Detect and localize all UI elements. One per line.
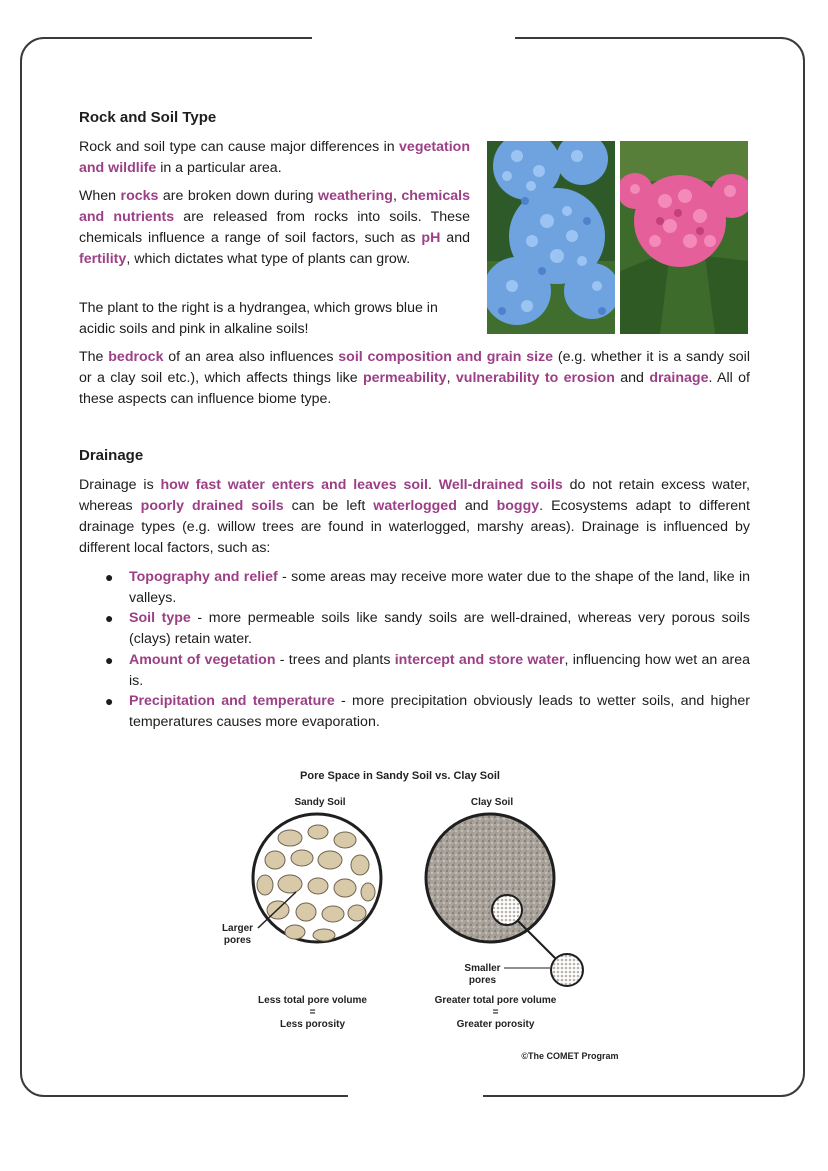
- bullet-dot: ●: [105, 610, 114, 626]
- sandy-soil-label: Sandy Soil: [294, 797, 346, 808]
- text-run: are released from rocks into soils. These chemicals influence a range of soil factors, such as: [79, 209, 470, 246]
- text-run: Rock and soil type can cause major differences in: [79, 139, 400, 155]
- sandy-soil-circle: [253, 814, 381, 942]
- text-run: and: [440, 230, 470, 246]
- section-heading-rock-soil: Rock and Soil Type: [79, 109, 217, 126]
- figure-credit: ©The COMET Program: [521, 1051, 619, 1061]
- text-run: Drainage is: [79, 477, 161, 493]
- highlighted-term: drainage: [649, 370, 709, 386]
- blue-hydrangea-photo: [487, 141, 615, 334]
- highlighted-term: intercept and store water: [394, 652, 565, 668]
- frame-gap-bottom: [348, 1093, 483, 1099]
- highlighted-term: Topography and relief: [129, 569, 278, 585]
- bullet-dot: ●: [105, 693, 114, 709]
- clay-caption: Greater total pore volume = Greater porosity: [434, 995, 557, 1030]
- text-run: , influencing how wet an area is.: [129, 652, 750, 689]
- highlighted-term: poorly drained soils: [140, 498, 284, 514]
- bullet-dot: ●: [105, 569, 114, 585]
- text-run: and: [456, 498, 497, 514]
- text-run: - more precipitation obviously leads to wetter soils, and higher temperatures causes more evaporation.: [129, 693, 750, 730]
- pink-hydrangea-photo: [620, 141, 748, 334]
- highlighted-term: waterlogged: [373, 498, 457, 514]
- smaller-pores-zoom-circle: [551, 954, 583, 986]
- text-run: of an area also influences: [163, 349, 339, 365]
- highlighted-term: weathering: [318, 188, 393, 204]
- text-run: and: [614, 370, 650, 386]
- highlighted-term: rocks: [120, 188, 159, 204]
- paragraph-bedrock: [79, 347, 750, 410]
- larger-pores-label: Larger pores: [221, 923, 254, 946]
- text-run: . Ecosystems adapt to different drainage types (e.g. willow trees are found in waterlogged, marshy areas). Drainage is influenced by different local factors, such as:: [79, 498, 750, 556]
- text-run: can be left: [283, 498, 374, 514]
- text-run: - some areas may receive more water due to the shape of the land, like in valleys.: [129, 569, 751, 606]
- clay-soil-circle: [426, 814, 554, 942]
- text-run: , which dictates what type of plants can grow.: [126, 251, 411, 267]
- text-run: When: [79, 188, 121, 204]
- text-run: . All of these aspects can influence biome type.: [79, 370, 750, 407]
- text-run: in a particular area.: [156, 160, 282, 176]
- highlighted-term: Precipitation and temperature: [129, 693, 335, 709]
- highlighted-term: fertility: [79, 251, 127, 267]
- highlighted-term: Amount of vegetation: [129, 652, 276, 668]
- text-run: do not retain excess water, whereas: [79, 477, 750, 514]
- paragraph-rock-soil-intro: [79, 137, 470, 179]
- smaller-pores-pointer: [518, 921, 557, 960]
- pore-space-diagram: [200, 810, 620, 1010]
- highlighted-term: permeability: [362, 370, 447, 386]
- highlighted-term: soil composition and grain size: [338, 349, 554, 365]
- highlighted-term: Well-drained soils: [438, 477, 563, 493]
- text-run: .: [427, 477, 439, 493]
- bullet-text: [129, 567, 750, 609]
- paragraph-hydrangea: [79, 298, 470, 340]
- clay-soil-label: Clay Soil: [470, 797, 514, 808]
- figure-title: Pore Space in Sandy Soil vs. Clay Soil: [300, 770, 500, 782]
- smaller-pores-label: Smaller pores: [464, 963, 501, 986]
- paragraph-weathering: [79, 186, 470, 270]
- bullet-text: [129, 608, 750, 650]
- highlighted-term: bedrock: [108, 349, 164, 365]
- highlighted-term: boggy: [496, 498, 540, 514]
- text-run: ,: [392, 188, 402, 204]
- section-heading-drainage: Drainage: [79, 447, 144, 464]
- text-run: The: [79, 349, 109, 365]
- highlighted-term: how fast water enters and leaves soil: [160, 477, 428, 493]
- text-run: are broken down during: [158, 188, 319, 204]
- sandy-caption: Less total pore volume = Less porosity: [258, 995, 367, 1030]
- highlighted-term: vulnerability to erosion: [455, 370, 615, 386]
- highlighted-term: chemicals and nutrients: [79, 188, 470, 225]
- frame-gap-top: [312, 34, 515, 40]
- text-run: The plant to the right is a hydrangea, which grows blue in acidic soils and pink in alkaline soils!: [79, 300, 438, 337]
- text-run: (e.g. whether it is a sandy soil or a clay soil etc.), which affects things like: [79, 349, 750, 386]
- bullet-dot: ●: [105, 652, 114, 668]
- text-run: ,: [446, 370, 456, 386]
- text-run: - more permeable soils like sandy soils are well-drained, whereas very porous soils (clays) retain water.: [129, 610, 750, 647]
- text-run: - trees and plants: [275, 652, 395, 668]
- highlighted-term: vegetation and wildlife: [79, 139, 470, 176]
- highlighted-term: Soil type: [129, 610, 191, 626]
- highlighted-term: pH: [421, 230, 441, 246]
- bullet-text: [129, 691, 750, 733]
- paragraph-drainage: [79, 475, 750, 559]
- bullet-text: [129, 650, 750, 692]
